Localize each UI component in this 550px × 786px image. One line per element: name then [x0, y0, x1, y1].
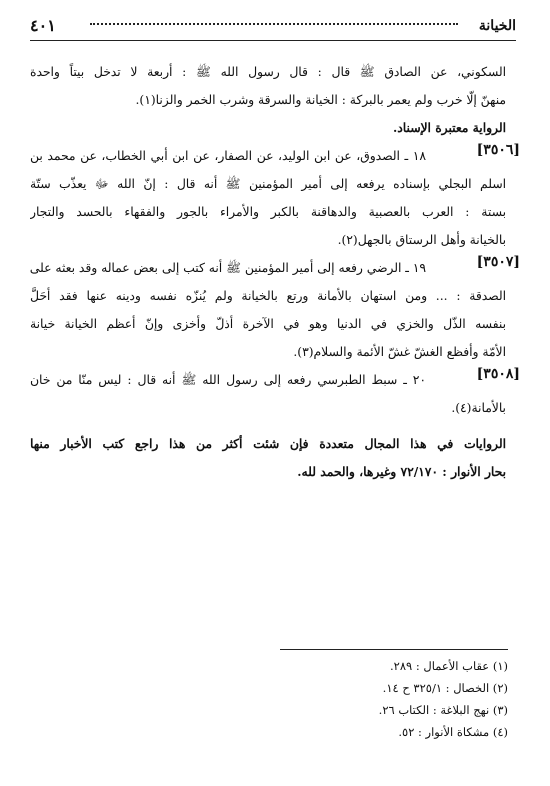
hadith-entry — [30, 254, 520, 366]
footnotes — [268, 655, 508, 743]
text-line: ٢٠ ـ سبط الطبرسي رفعه إلى رسول الله ﷺ أنه قال : ليس منّا من خان — [30, 373, 426, 387]
footnote: (١) عقاب الأعمال : ٢٨٩. — [390, 659, 508, 673]
closing-note-line: بحار الأنوار : ٧٢/١٧٠ وغيرها، والحمد لله. — [297, 464, 506, 479]
footnote: (٣) نهج البلاغة : الكتاب ٢٦. — [378, 703, 508, 717]
footnote-rule — [280, 649, 508, 650]
header-rule — [30, 40, 516, 41]
hadith-number: [٣٥٠٦] — [476, 142, 520, 158]
page-number: ٤٠١ — [30, 16, 56, 35]
text-line: الأمّة وأفظع الغشّ غشّ الأئمة والسلام(٣). — [293, 345, 506, 359]
leader-dots — [90, 23, 458, 25]
text-line: بالأمانة(٤). — [451, 401, 506, 415]
main-text — [30, 58, 520, 486]
text-line: منهنّ إلّا خرب ولم يعمر بالبركة : الخيانة والسرقة وشرب الخمر والزنا(١). — [135, 93, 506, 107]
text-line: بالخيانة وأهل الرستاق بالجهل(٢). — [337, 233, 506, 247]
text-line: ١٩ ـ الرضي رفعه إلى أمير المؤمنين ﷺ أنه كتب إلى بعض عماله وقد بعثه على — [30, 261, 426, 275]
footnote: (٢) الخصال : ٣٢٥/١ ح ١٤. — [382, 681, 508, 695]
hadith-entry — [30, 366, 520, 422]
hadith-number: [٣٥٠٧] — [476, 254, 520, 270]
text-line: السكوني، عن الصادق ﷺ قال : قال رسول الله ﷺ : أربعة لا تدخل بيتاً واحدة — [30, 65, 506, 79]
footnote: (٤) مشكاة الأنوار : ٥٢. — [398, 725, 508, 739]
chain-grading-note: الرواية معتبرة الإسناد. — [393, 120, 506, 135]
text-line: بنفسه الذّل والخزي في الدنيا وهو في الآخرة أذلّ وأخزى وإنّ أعظم الخيانة خيانة — [30, 317, 506, 331]
text-line: ١٨ ـ الصدوق، عن ابن الوليد، عن الصفار، عن ابن أبي الخطاب، عن محمد بن — [30, 149, 426, 163]
text-line: الصدقة : ... ومن استهان بالأمانة ورتع بالخيانة ولم يُنزّه نفسه ودينه عنها فقد أحَلَّ — [30, 289, 506, 303]
hadith-number: [٣٥٠٨] — [476, 366, 520, 382]
text-line: بستة : العرب بالعصبية والدهاقنة بالكبر والأمراء بالجور والفقهاء بالحسد والتجار — [30, 205, 506, 219]
chapter-title: الخيانة — [478, 18, 516, 34]
running-header — [30, 10, 516, 40]
text-line: اسلم البجلي بإسناده يرفعه إلى أمير المؤمنين ﷺ أنه قال : إنّ الله ﷻ يعذّب ستّة — [30, 177, 506, 191]
hadith-entry — [30, 142, 520, 254]
closing-note-line: الروايات في هذا المجال متعددة فإن شئت أكثر من هذا راجع كتب الأخبار منها — [30, 436, 506, 451]
